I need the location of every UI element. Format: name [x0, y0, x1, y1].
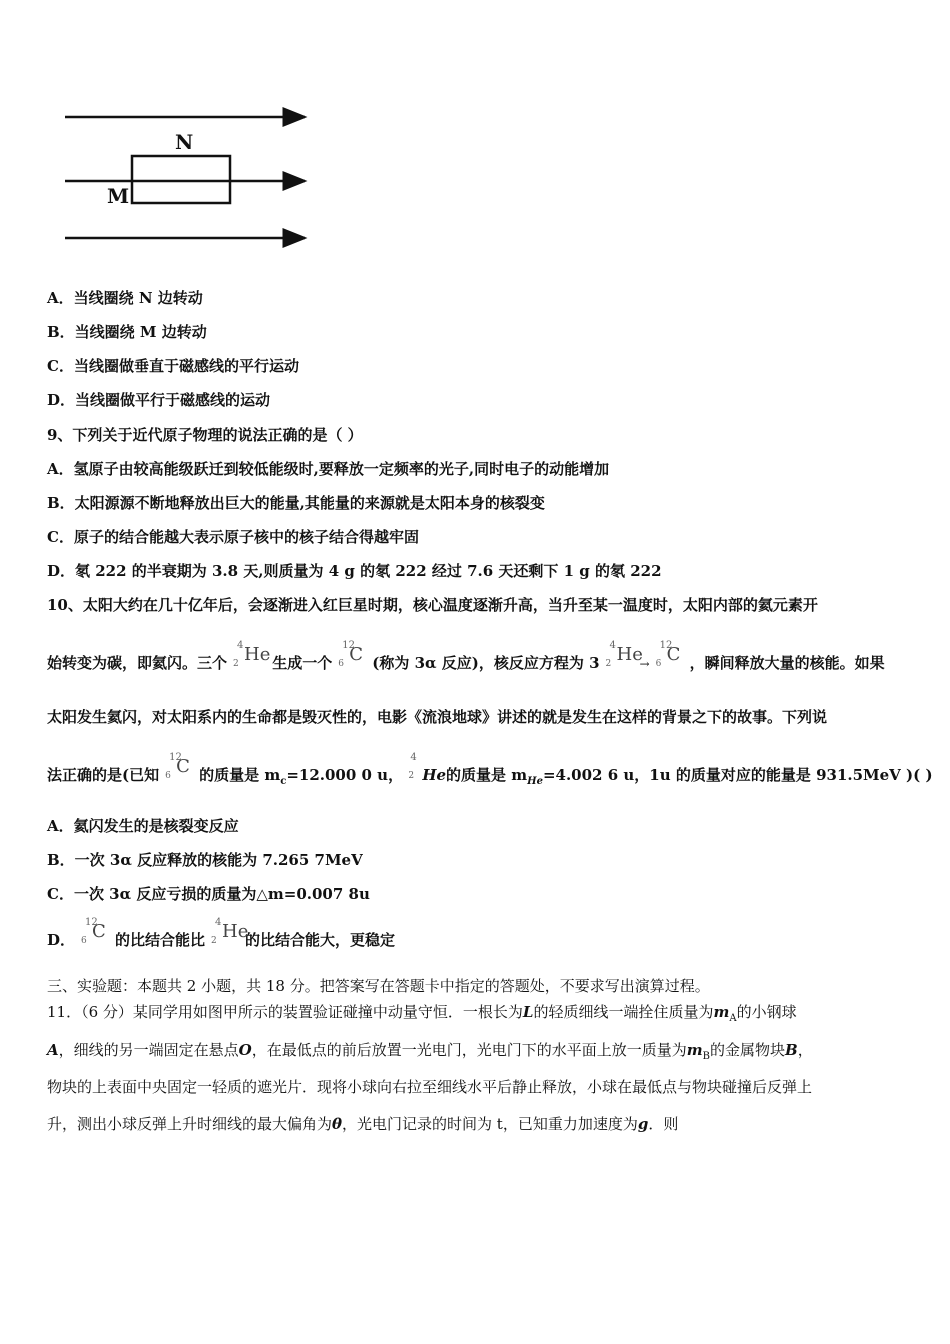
carbon-isotope: 12 6 C — [165, 752, 190, 781]
q10-option-a: A．氦闪发生的是核裂变反应 — [47, 817, 239, 835]
section-3-heading: 三、实验题：本题共 2 小题，共 18 分。把答案写在答题卡中指定的答题处，不要求写出演算过程。 — [47, 977, 710, 995]
q8-option-a: A．当线圈绕 N 边转动 — [47, 289, 203, 307]
carbon-isotope: 12 6 C — [655, 640, 681, 669]
q10-line-3: 太阳发生氦闪，对太阳系内的生命都是毁灭性的，电影《流浪地球》讲述的就是发生在这样的背景之下的故事。下列说 — [47, 708, 828, 726]
q10-option-c: C．一次 3α 反应亏损的质量为△m=0.007 8u — [47, 885, 370, 903]
reaction-arrow: → — [639, 657, 650, 671]
q10-option-d: D． 12 6 C 的比结合能比 4 2 He 的比结合能大，更稳定 — [47, 927, 395, 955]
q9-stem: 9、下列关于近代原子物理的说法正确的是（ ） — [47, 426, 363, 444]
q10-line-4: 法正确的是(已知 12 6 C 的质量是 $m_c=12.000$ 0 u， 4 2 He的质量是 $m_{He}=4.002$ 6 u，1u 的质量对应的能量是 931.5MeV )( ) — [47, 762, 933, 790]
coil-rectangle — [132, 156, 230, 203]
q11-line-2: A，细线的另一端固定在悬点O，在最低点的前后放置一光电门，光电门下的水平面上放一质量为$m_B$的金属物块B， — [47, 1041, 813, 1062]
q11-line-4: 升，测出小球反弹上升时细线的最大偏角为θ，光电门记录的时间为 t，已知重力加速度为g．则 — [47, 1115, 679, 1133]
q8-option-d: D．当线圈做平行于磁感线的运动 — [47, 391, 271, 409]
helium-isotope: 4 2 He — [233, 640, 271, 669]
q8-option-c: C．当线圈做垂直于磁感线的平行运动 — [47, 357, 299, 375]
label-n: N — [175, 130, 194, 154]
carbon-isotope: 12 6 C — [338, 640, 364, 669]
helium-isotope-italic: 4 2 — [408, 752, 417, 781]
q9-option-d: D．氡 222 的半衰期为 3.8 天,则质量为 4 g 的氡 222 经过 7.6 天还剩下 1 g 的氡 222 — [47, 562, 662, 580]
q11-line-3: 物块的上表面中央固定一轻质的遮光片．现将小球向右拉至细线水平后静止释放，小球在最低点与物块碰撞后反弹上 — [47, 1078, 813, 1096]
q9-option-a: A．氢原子由较高能级跃迁到较低能级时,要释放一定频率的光子,同时电子的动能增加 — [47, 460, 610, 478]
helium-isotope: 4 2 He — [211, 917, 249, 946]
q10-line-1: 10、太阳大约在几十亿年后，会逐渐进入红巨星时期，核心温度逐渐升高，当升至某一温度时，太阳内部的氦元素开 — [47, 596, 818, 614]
q9-option-b: B．太阳源源不断地释放出巨大的能量,其能量的来源就是太阳本身的核裂变 — [47, 494, 545, 512]
label-m: M — [107, 184, 130, 208]
q11-line-1: 11．（6 分）某同学用如图甲所示的装置验证碰撞中动量守恒．一根长为L的轻质细线一端拴住质量为$m_A$的小钢球 — [47, 1003, 797, 1024]
q10-line-2: 始转变为碳，即氦闪。三个 4 2 He 生成一个 12 6 C (称为 3α 反应)，核反应方程为 3 4 2 He → 12 6 C ，瞬间释放大量的核能。如果 — [47, 650, 885, 678]
q8-option-b: B．当线圈绕 M 边转动 — [47, 323, 207, 341]
helium-isotope: 4 2 He — [605, 640, 643, 669]
carbon-isotope: 12 6 C — [81, 917, 106, 946]
coil-magnetic-field-diagram — [55, 95, 325, 255]
q9-option-c: C．原子的结合能越大表示原子核中的核子结合得越牢固 — [47, 528, 419, 546]
q10-option-b: B．一次 3α 反应释放的核能为 7.265 7MeV — [47, 851, 363, 869]
